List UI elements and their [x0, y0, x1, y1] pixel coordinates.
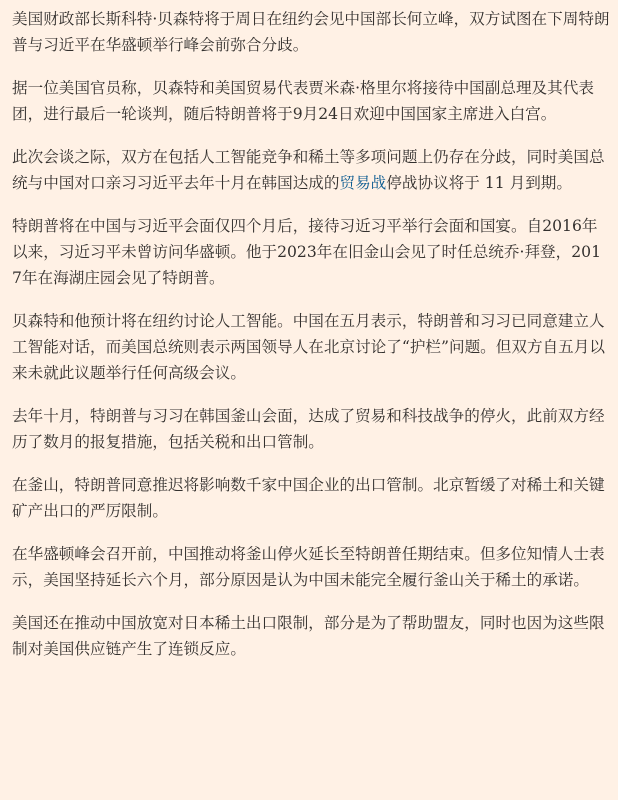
paragraph-7: 在釜山，特朗普同意推迟将影响数千家中国企业的出口管制。北京暂缓了对稀土和关键矿产出口的严厉限制。 [12, 476, 605, 520]
paragraph-5: 贝森特和他预计将在纽约讨论人工智能。中国在五月表示，特朗普和习习已同意建立人工智能对话，而美国总统则表示两国领导人在北京讨论了“护栏”问题。但双方自五月以来未就此议题举行任何高级会议。 [12, 312, 605, 382]
paragraph-3 [12, 144, 610, 196]
trade-war-link[interactable]: 贸易战 [339, 174, 387, 192]
paragraph-8: 在华盛顿峰会召开前，中国推动将釜山停火延长至特朗普任期结束。但多位知情人士表示，美国坚持延长六个月，部分原因是认为中国未能完全履行釜山关于稀土的承诺。 [12, 545, 605, 589]
article-body [12, 6, 610, 679]
paragraph-1: 美国财政部长斯科特·贝森特将于周日在纽约会见中国部长何立峰，双方试图在下周特朗普与习近平在华盛顿举行峰会前弥合分歧。 [12, 10, 610, 54]
paragraph-9: 美国还在推动中国放宽对日本稀土出口限制，部分是为了帮助盟友，同时也因为这些限制对美国供应链产生了连锁反应。 [12, 614, 605, 658]
paragraph-4: 特朗普将在中国与习近平会面仅四个月后，接待习近习平举行会面和国宴。自2016年以来，习近习平未曾访问华盛顿。他于2023年在旧金山会见了时任总统乔·拜登，2017年在海湖庄园会见了特朗普。 [12, 217, 601, 287]
paragraph-3-text-after: 停战协议将于 11 月到期。 [386, 174, 572, 192]
paragraph-3-text-before: 此次会谈之际，双方在包括人工智能竞争和稀土等多项问题上仍存在分歧，同时美国总统与中国对口亲习习近平去年十月在韩国达成的 [12, 148, 605, 192]
paragraph-6: 去年十月，特朗普与习习在韩国釜山会面，达成了贸易和科技战争的停火，此前双方经历了数月的报复措施，包括关税和出口管制。 [12, 407, 605, 451]
paragraph-2: 据一位美国官员称，贝森特和美国贸易代表贾米森·格里尔将接待中国副总理及其代表团，进行最后一轮谈判，随后特朗普将于9月24日欢迎中国国家主席进入白宫。 [12, 79, 594, 123]
